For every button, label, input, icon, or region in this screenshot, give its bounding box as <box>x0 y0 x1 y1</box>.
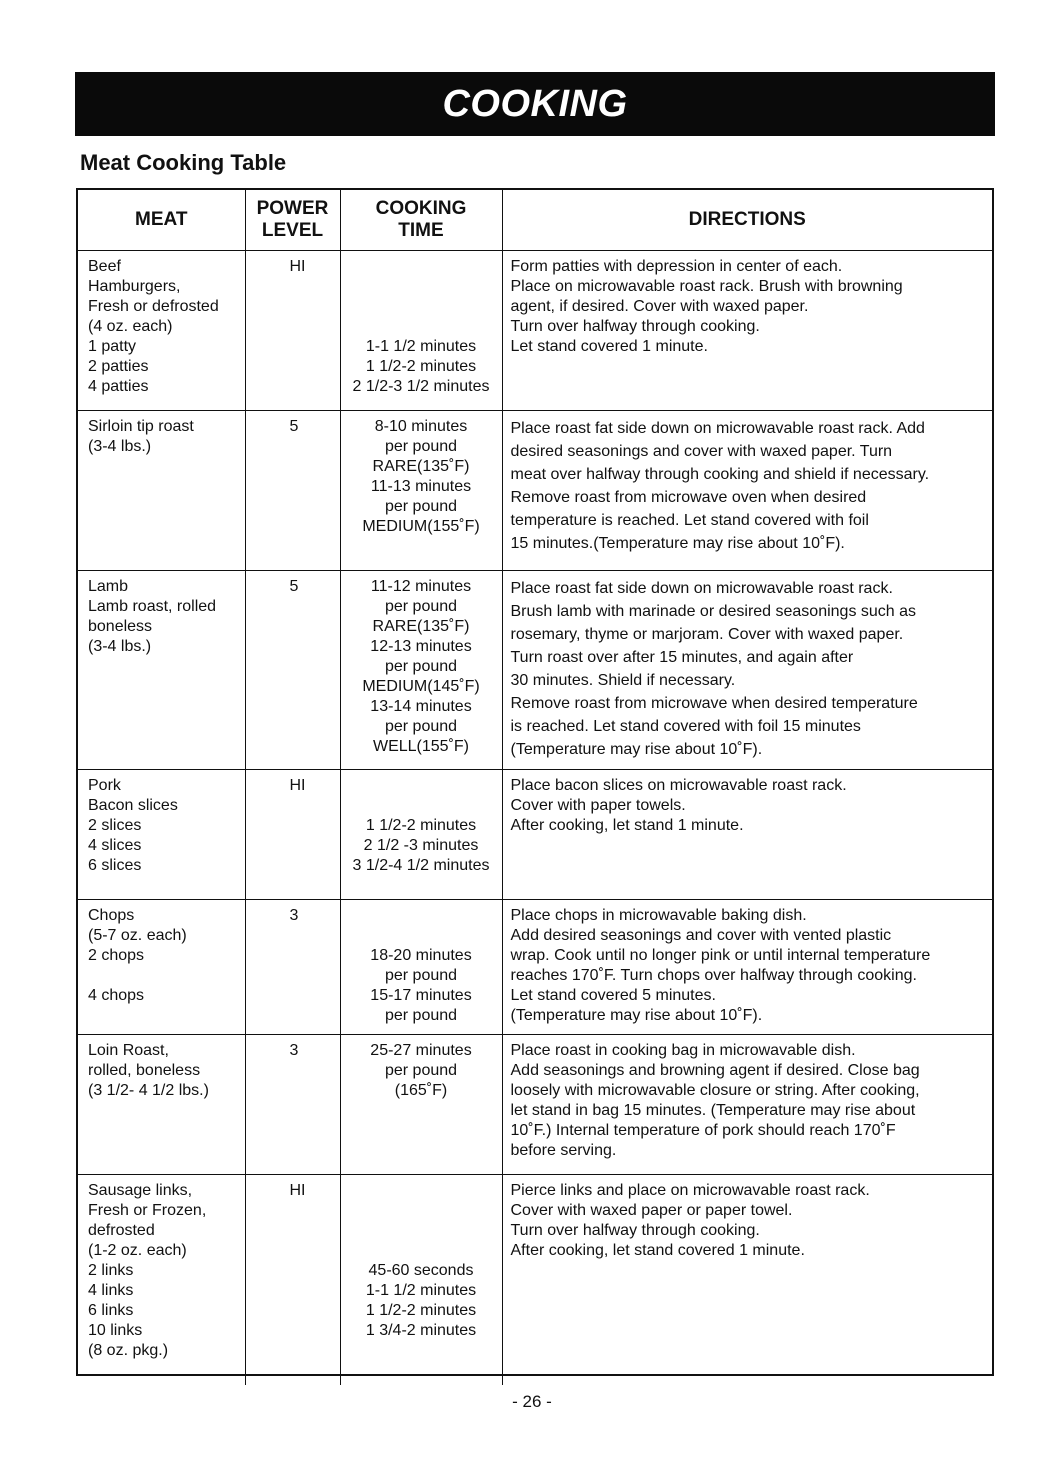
cooking-time-cell-line: 18-20 minutes <box>370 947 472 964</box>
directions-cell-line: Cover with paper towels. <box>510 797 686 814</box>
cooking-time-cell-line <box>345 277 498 297</box>
power-level-cell-value: HI <box>289 1182 306 1199</box>
directions-cell-line: Add seasonings and browning agent if desired. Close bag <box>510 1062 920 1079</box>
cooking-time-cell-line: 11-12 minutes <box>370 578 472 595</box>
meat-cell-line: Pork <box>88 777 121 794</box>
directions-cell-line: meat over halfway through cooking and shield if necessary. <box>510 466 930 483</box>
cooking-time-cell-line: 1 1/2-2 minutes <box>365 817 477 834</box>
meat-cell-line: Lamb roast, rolled <box>88 598 217 615</box>
meat-cell-line: Sirloin tip roast <box>88 418 194 435</box>
meat-cell-line: (3-4 lbs.) <box>88 638 152 655</box>
cooking-time-cell-line: MEDIUM(145˚F) <box>362 678 480 695</box>
meat-cell-line: (3 1/2- 4 1/2 lbs.) <box>88 1082 209 1099</box>
power-level-cell-value: HI <box>289 258 306 275</box>
table-row <box>78 411 992 571</box>
power-level-cell <box>245 251 340 411</box>
power-level-cell <box>245 411 340 571</box>
meat-cell-line: Sausage links, <box>88 1182 193 1199</box>
directions-cell-line: 15 minutes.(Temperature may rise about 10˚F). <box>510 535 845 552</box>
table-row <box>78 251 992 411</box>
directions-cell-line: Let stand covered 5 minutes. <box>510 987 716 1004</box>
cooking-time-cell-line <box>345 317 498 337</box>
power-level-cell-value: 3 <box>289 907 299 924</box>
table-row <box>78 900 992 1035</box>
cooking-time-cell-line <box>345 1221 498 1241</box>
directions-cell-line: Place roast fat side down on microwavable roast rack. Add <box>510 420 925 437</box>
cooking-time-cell <box>340 770 502 900</box>
directions-cell-line: After cooking, let stand covered 1 minute. <box>510 1242 805 1259</box>
cooking-time-cell-line <box>345 1201 498 1221</box>
cooking-time-cell-line: per pound <box>384 498 458 515</box>
meat-cell-line: 4 slices <box>88 837 142 854</box>
directions-cell <box>502 251 992 411</box>
directions-cell <box>502 411 992 571</box>
table-header-row <box>78 190 992 251</box>
directions-cell-line: Brush lamb with marinade or desired seasonings such as <box>510 603 917 620</box>
meat-cell-line: boneless <box>88 618 153 635</box>
page-number: - 26 - <box>512 1392 552 1411</box>
table-row <box>78 571 992 770</box>
cooking-time-cell-line: 13-14 minutes <box>370 698 472 715</box>
meat-cell-line: 6 links <box>88 1302 134 1319</box>
meat-cell-line: Bacon slices <box>88 797 178 814</box>
power-level-cell-value: 5 <box>289 418 299 435</box>
directions-cell-line: Turn over halfway through cooking. <box>510 1222 760 1239</box>
meat-cell-line: 6 slices <box>88 857 142 874</box>
meat-cooking-table <box>76 188 994 1376</box>
meat-cell-line: defrosted <box>88 1222 155 1239</box>
cooking-time-cell-line: RARE(135˚F) <box>372 458 470 475</box>
cooking-time-cell-line: MEDIUM(155˚F) <box>362 518 480 535</box>
cooking-time-cell-line: 1 3/4-2 minutes <box>365 1322 477 1339</box>
cooking-time-cell-line <box>345 906 498 926</box>
cooking-time-cell-line: per pound <box>384 1062 458 1079</box>
power-level-cell <box>245 900 340 1035</box>
cooking-time-cell <box>340 251 502 411</box>
meat-cell-line: 2 chops <box>88 947 145 964</box>
cooking-time-cell <box>340 1175 502 1385</box>
cooking-time-cell-line <box>345 796 498 816</box>
cooking-time-cell-line: per pound <box>384 598 458 615</box>
directions-cell-line: Turn roast over after 15 minutes, and again after <box>510 649 854 666</box>
power-level-cell <box>245 770 340 900</box>
directions-cell <box>502 1175 992 1385</box>
meat-cell <box>78 251 245 411</box>
cooking-time-cell-line <box>345 926 498 946</box>
meat-cell-line: (4 oz. each) <box>88 318 173 335</box>
directions-cell-line: Remove roast from microwave when desired temperature <box>510 695 918 712</box>
cooking-time-cell-line: 45-60 seconds <box>368 1262 474 1279</box>
cooking-time-cell-line: 1 1/2-2 minutes <box>365 358 477 375</box>
directions-cell-line: temperature is reached. Let stand covered with foil <box>510 512 869 529</box>
meat-cell-line: Chops <box>88 907 135 924</box>
cooking-time-cell-line: 11-13 minutes <box>370 478 472 495</box>
directions-cell-line: Place roast in cooking bag in microwavable dish. <box>510 1042 856 1059</box>
directions-cell-line: Let stand covered 1 minute. <box>510 338 708 355</box>
cooking-time-cell-line: WELL(155˚F) <box>372 738 470 755</box>
cooking-time-cell-line: 25-27 minutes <box>370 1042 472 1059</box>
meat-cell-line: (5-7 oz. each) <box>88 927 187 944</box>
directions-cell-line: let stand in bag 15 minutes. (Temperature may rise about <box>510 1102 916 1119</box>
directions-cell-line: Place roast fat side down on microwavable roast rack. <box>510 580 893 597</box>
directions-cell-line: Add desired seasonings and cover with vented plastic <box>510 927 892 944</box>
meat-cell-line: (1-2 oz. each) <box>88 1242 187 1259</box>
cooking-time-cell-line: per pound <box>384 718 458 735</box>
meat-cell-line: Fresh or defrosted <box>88 298 219 315</box>
cooking-time-cell-line: per pound <box>384 967 458 984</box>
directions-cell <box>502 900 992 1035</box>
cooking-time-cell <box>340 411 502 571</box>
meat-cell <box>78 571 245 770</box>
directions-cell <box>502 1035 992 1175</box>
cooking-time-cell-line <box>345 297 498 317</box>
cooking-time-cell-line: 3 1/2-4 1/2 minutes <box>352 857 490 874</box>
directions-cell-line: loosely with microwavable closure or string. After cooking, <box>510 1082 920 1099</box>
meat-cell-line: (3-4 lbs.) <box>88 438 152 455</box>
meat-cell-line: 10 links <box>88 1322 143 1339</box>
cooking-time-cell-line: per pound <box>384 658 458 675</box>
power-level-cell-value: 3 <box>289 1042 299 1059</box>
power-level-cell <box>245 571 340 770</box>
directions-cell-line: is reached. Let stand covered with foil 15 minutes <box>510 718 861 735</box>
cooking-time-cell-line: RARE(135˚F) <box>372 618 470 635</box>
meat-cell-line: 1 patty <box>88 338 137 355</box>
cooking-time-cell-line <box>345 1181 498 1201</box>
page-title: COOKING <box>442 82 628 125</box>
column-header-directions: DIRECTIONS <box>502 190 992 251</box>
directions-cell-line: 30 minutes. Shield if necessary. <box>510 672 736 689</box>
meat-cell-line: 2 patties <box>88 358 149 375</box>
cooking-time-cell <box>340 900 502 1035</box>
directions-cell-line: wrap. Cook until no longer pink or until internal temperature <box>510 947 931 964</box>
section-title: Meat Cooking Table <box>80 150 287 175</box>
power-level-cell-value: HI <box>289 777 306 794</box>
meat-cell-line: Lamb <box>88 578 129 595</box>
directions-cell-line: Form patties with depression in center of each. <box>510 258 843 275</box>
cooking-time-cell <box>340 1035 502 1175</box>
meat-cell <box>78 1175 245 1385</box>
meat-cell-line: Fresh or Frozen, <box>88 1202 207 1219</box>
table-row <box>78 1175 992 1385</box>
directions-cell-line: (Temperature may rise about 10˚F). <box>510 741 763 758</box>
meat-cell-line: rolled, boneless <box>88 1062 201 1079</box>
column-header-meat: MEAT <box>78 190 245 251</box>
directions-cell-line: Pierce links and place on microwavable roast rack. <box>510 1182 870 1199</box>
table-row <box>78 770 992 900</box>
directions-cell-line: (Temperature may rise about 10˚F). <box>510 1007 763 1024</box>
directions-cell-line: Turn over halfway through cooking. <box>510 318 760 335</box>
directions-cell-line: desired seasonings and cover with waxed paper. Turn <box>510 443 893 460</box>
directions-cell <box>502 770 992 900</box>
directions-cell-line: before serving. <box>510 1142 617 1159</box>
meat-cell-line: 4 chops <box>88 987 145 1004</box>
directions-cell <box>502 571 992 770</box>
meat-cell-line: Loin Roast, <box>88 1042 169 1059</box>
cooking-time-cell-line: 1 1/2-2 minutes <box>365 1302 477 1319</box>
meat-cell-line <box>88 966 237 986</box>
cooking-time-cell-line: per pound <box>384 1007 458 1024</box>
meat-cell <box>78 900 245 1035</box>
column-header-power-level: POWER LEVEL <box>245 190 340 251</box>
table-row <box>78 1035 992 1175</box>
meat-cell-line: 4 patties <box>88 378 149 395</box>
directions-cell-line: Place bacon slices on microwavable roast rack. <box>510 777 847 794</box>
directions-cell-line: Remove roast from microwave oven when desired <box>510 489 867 506</box>
header-banner <box>75 72 995 136</box>
meat-cell-line: Hamburgers, <box>88 278 181 295</box>
cooking-time-cell-line: (165˚F) <box>394 1082 448 1099</box>
meat-cell <box>78 770 245 900</box>
power-level-cell <box>245 1035 340 1175</box>
cooking-time-cell-line: per pound <box>384 438 458 455</box>
cooking-time-cell-line: 2 1/2-3 1/2 minutes <box>352 378 490 395</box>
meat-cell-line: Beef <box>88 258 121 275</box>
cooking-time-cell-line: 2 1/2 -3 minutes <box>363 837 479 854</box>
directions-cell-line: After cooking, let stand 1 minute. <box>510 817 744 834</box>
cooking-time-cell-line <box>345 1241 498 1261</box>
directions-cell-line: rosemary, thyme or marjoram. Cover with waxed paper. <box>510 626 904 643</box>
cooking-time-cell <box>340 571 502 770</box>
directions-cell-line: agent, if desired. Cover with waxed paper. <box>510 298 809 315</box>
cooking-time-cell-line <box>345 257 498 277</box>
power-level-cell <box>245 1175 340 1385</box>
meat-cell <box>78 411 245 571</box>
meat-cell-line: (8 oz. pkg.) <box>88 1342 169 1359</box>
power-level-cell-value: 5 <box>289 578 299 595</box>
meat-cell-line: 4 links <box>88 1282 134 1299</box>
directions-cell-line: reaches 170˚F. Turn chops over halfway through cooking. <box>510 967 917 984</box>
cooking-time-cell-line: 15-17 minutes <box>370 987 472 1004</box>
cooking-time-cell-line: 12-13 minutes <box>370 638 472 655</box>
meat-cell-line: 2 links <box>88 1262 134 1279</box>
column-header-cooking-time: COOKING TIME <box>340 190 502 251</box>
meat-cell-line: 2 slices <box>88 817 142 834</box>
directions-cell-line: Place on microwavable roast rack. Brush with browning <box>510 278 903 295</box>
directions-cell-line: Cover with waxed paper or paper towel. <box>510 1202 793 1219</box>
cooking-time-cell-line: 1-1 1/2 minutes <box>365 1282 477 1299</box>
cooking-time-cell-line <box>345 776 498 796</box>
meat-cell <box>78 1035 245 1175</box>
directions-cell-line: Place chops in microwavable baking dish. <box>510 907 807 924</box>
directions-cell-line: 10˚F.) Internal temperature of pork should reach 170˚F <box>510 1122 896 1139</box>
cooking-time-cell-line: 8-10 minutes <box>374 418 468 435</box>
cooking-time-cell-line: 1-1 1/2 minutes <box>365 338 477 355</box>
